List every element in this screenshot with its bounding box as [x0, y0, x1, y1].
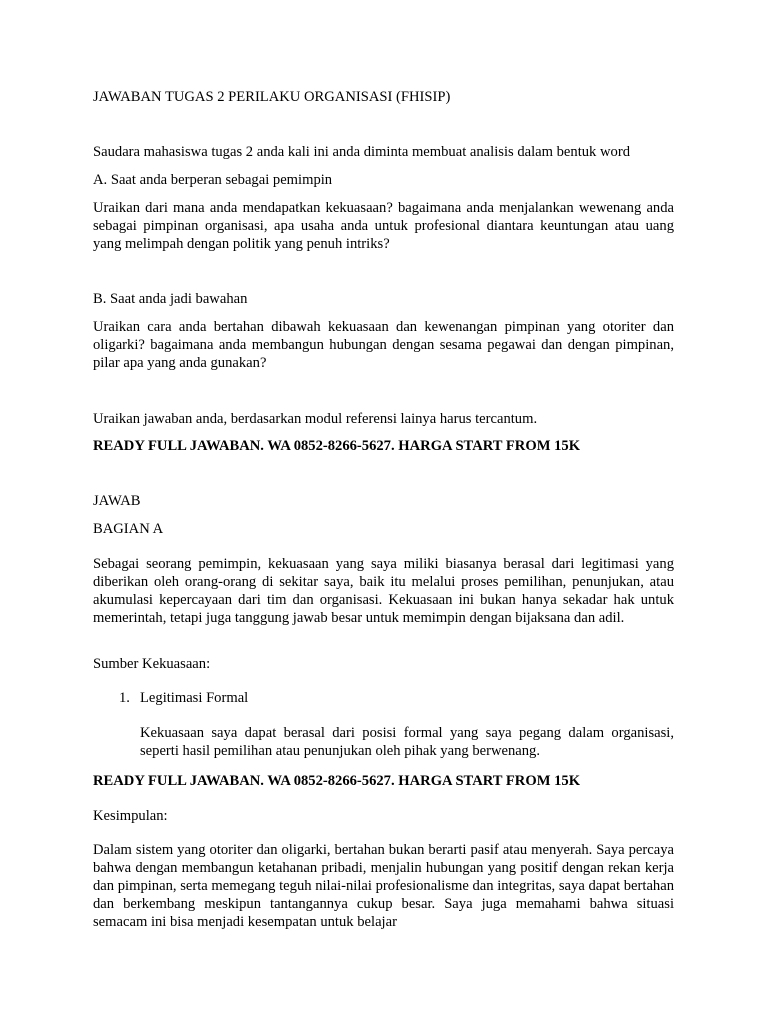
section-b-question: Uraikan cara anda bertahan dibawah kekuasaan dan kewenangan pimpinan yang otoriter dan oligarki? bagaimana anda membangun hubungan dengan sesama pegawai dan dengan pimpinan, pilar apa yang anda gunakan? [93, 319, 674, 371]
conclusion-paragraph: Dalam sistem yang otoriter dan oligarki, bertahan bukan berarti pasif atau menyerah. Saya percaya bahwa dengan membangun ketahanan pribadi, menjalin hubungan yang positif dengan rekan kerja dan pimpinan, serta memegang teguh nilai-nilai profesionalisme dan integritas, saya dapat bertahan dan berkembang meskipun tantangannya cukup besar. Saya juga memahami bahwa situasi semacam ini bisa menjadi kesempatan untuk belajar [93, 842, 674, 930]
promo-text-2: READY FULL JAWABAN. WA 0852-8266-5627. HARGA START FROM 15K [93, 773, 581, 789]
conclusion-label: Kesimpulan: [93, 808, 168, 824]
section-a-question: Uraikan dari mana anda mendapatkan kekuasaan? bagaimana anda menjalankan wewenang anda sebagai pimpinan organisasi, apa usaha anda untuk profesional diantara keuntungan atau uang yang melimpah dengan politik yang penuh intriks? [93, 200, 674, 252]
part-a-label: BAGIAN A [93, 521, 164, 537]
document-title: JAWABAN TUGAS 2 PERILAKU ORGANISASI (FHISIP) [93, 89, 451, 105]
sources-label: Sumber Kekuasaan: [93, 656, 211, 672]
promo-text-1: READY FULL JAWABAN. WA 0852-8266-5627. HARGA START FROM 15K [93, 438, 581, 454]
list-item-title: Legitimasi Formal [140, 690, 249, 706]
instruction-text: Uraikan jawaban anda, berdasarkan modul referensi lainya harus tercantum. [93, 411, 538, 427]
intro-text: Saudara mahasiswa tugas 2 anda kali ini anda diminta membuat analisis dalam bentuk word [93, 144, 630, 160]
section-b-heading: B. Saat anda jadi bawahan [93, 291, 248, 307]
part-a-paragraph: Sebagai seorang pemimpin, kekuasaan yang saya miliki biasanya berasal dari legitimasi yang diberikan oleh orang-orang di sekitar saya, baik itu melalui proses pemilihan, penunjukan, atau akumulasi kepercayaan dari tim dan organisasi. Kekuasaan ini bukan hanya sekadar hak untuk memerintah, tetapi juga tanggung jawab besar untuk memimpin dengan bijaksana dan adil. [93, 556, 674, 626]
list-item-number: 1. [119, 690, 130, 706]
section-a-heading: A. Saat anda berperan sebagai pemimpin [93, 172, 333, 188]
list-item-body: Kekuasaan saya dapat berasal dari posisi formal yang saya pegang dalam organisasi, seperti hasil pemilihan atau penunjukan oleh pihak yang berwenang. [140, 725, 674, 759]
answer-label: JAWAB [93, 493, 141, 509]
